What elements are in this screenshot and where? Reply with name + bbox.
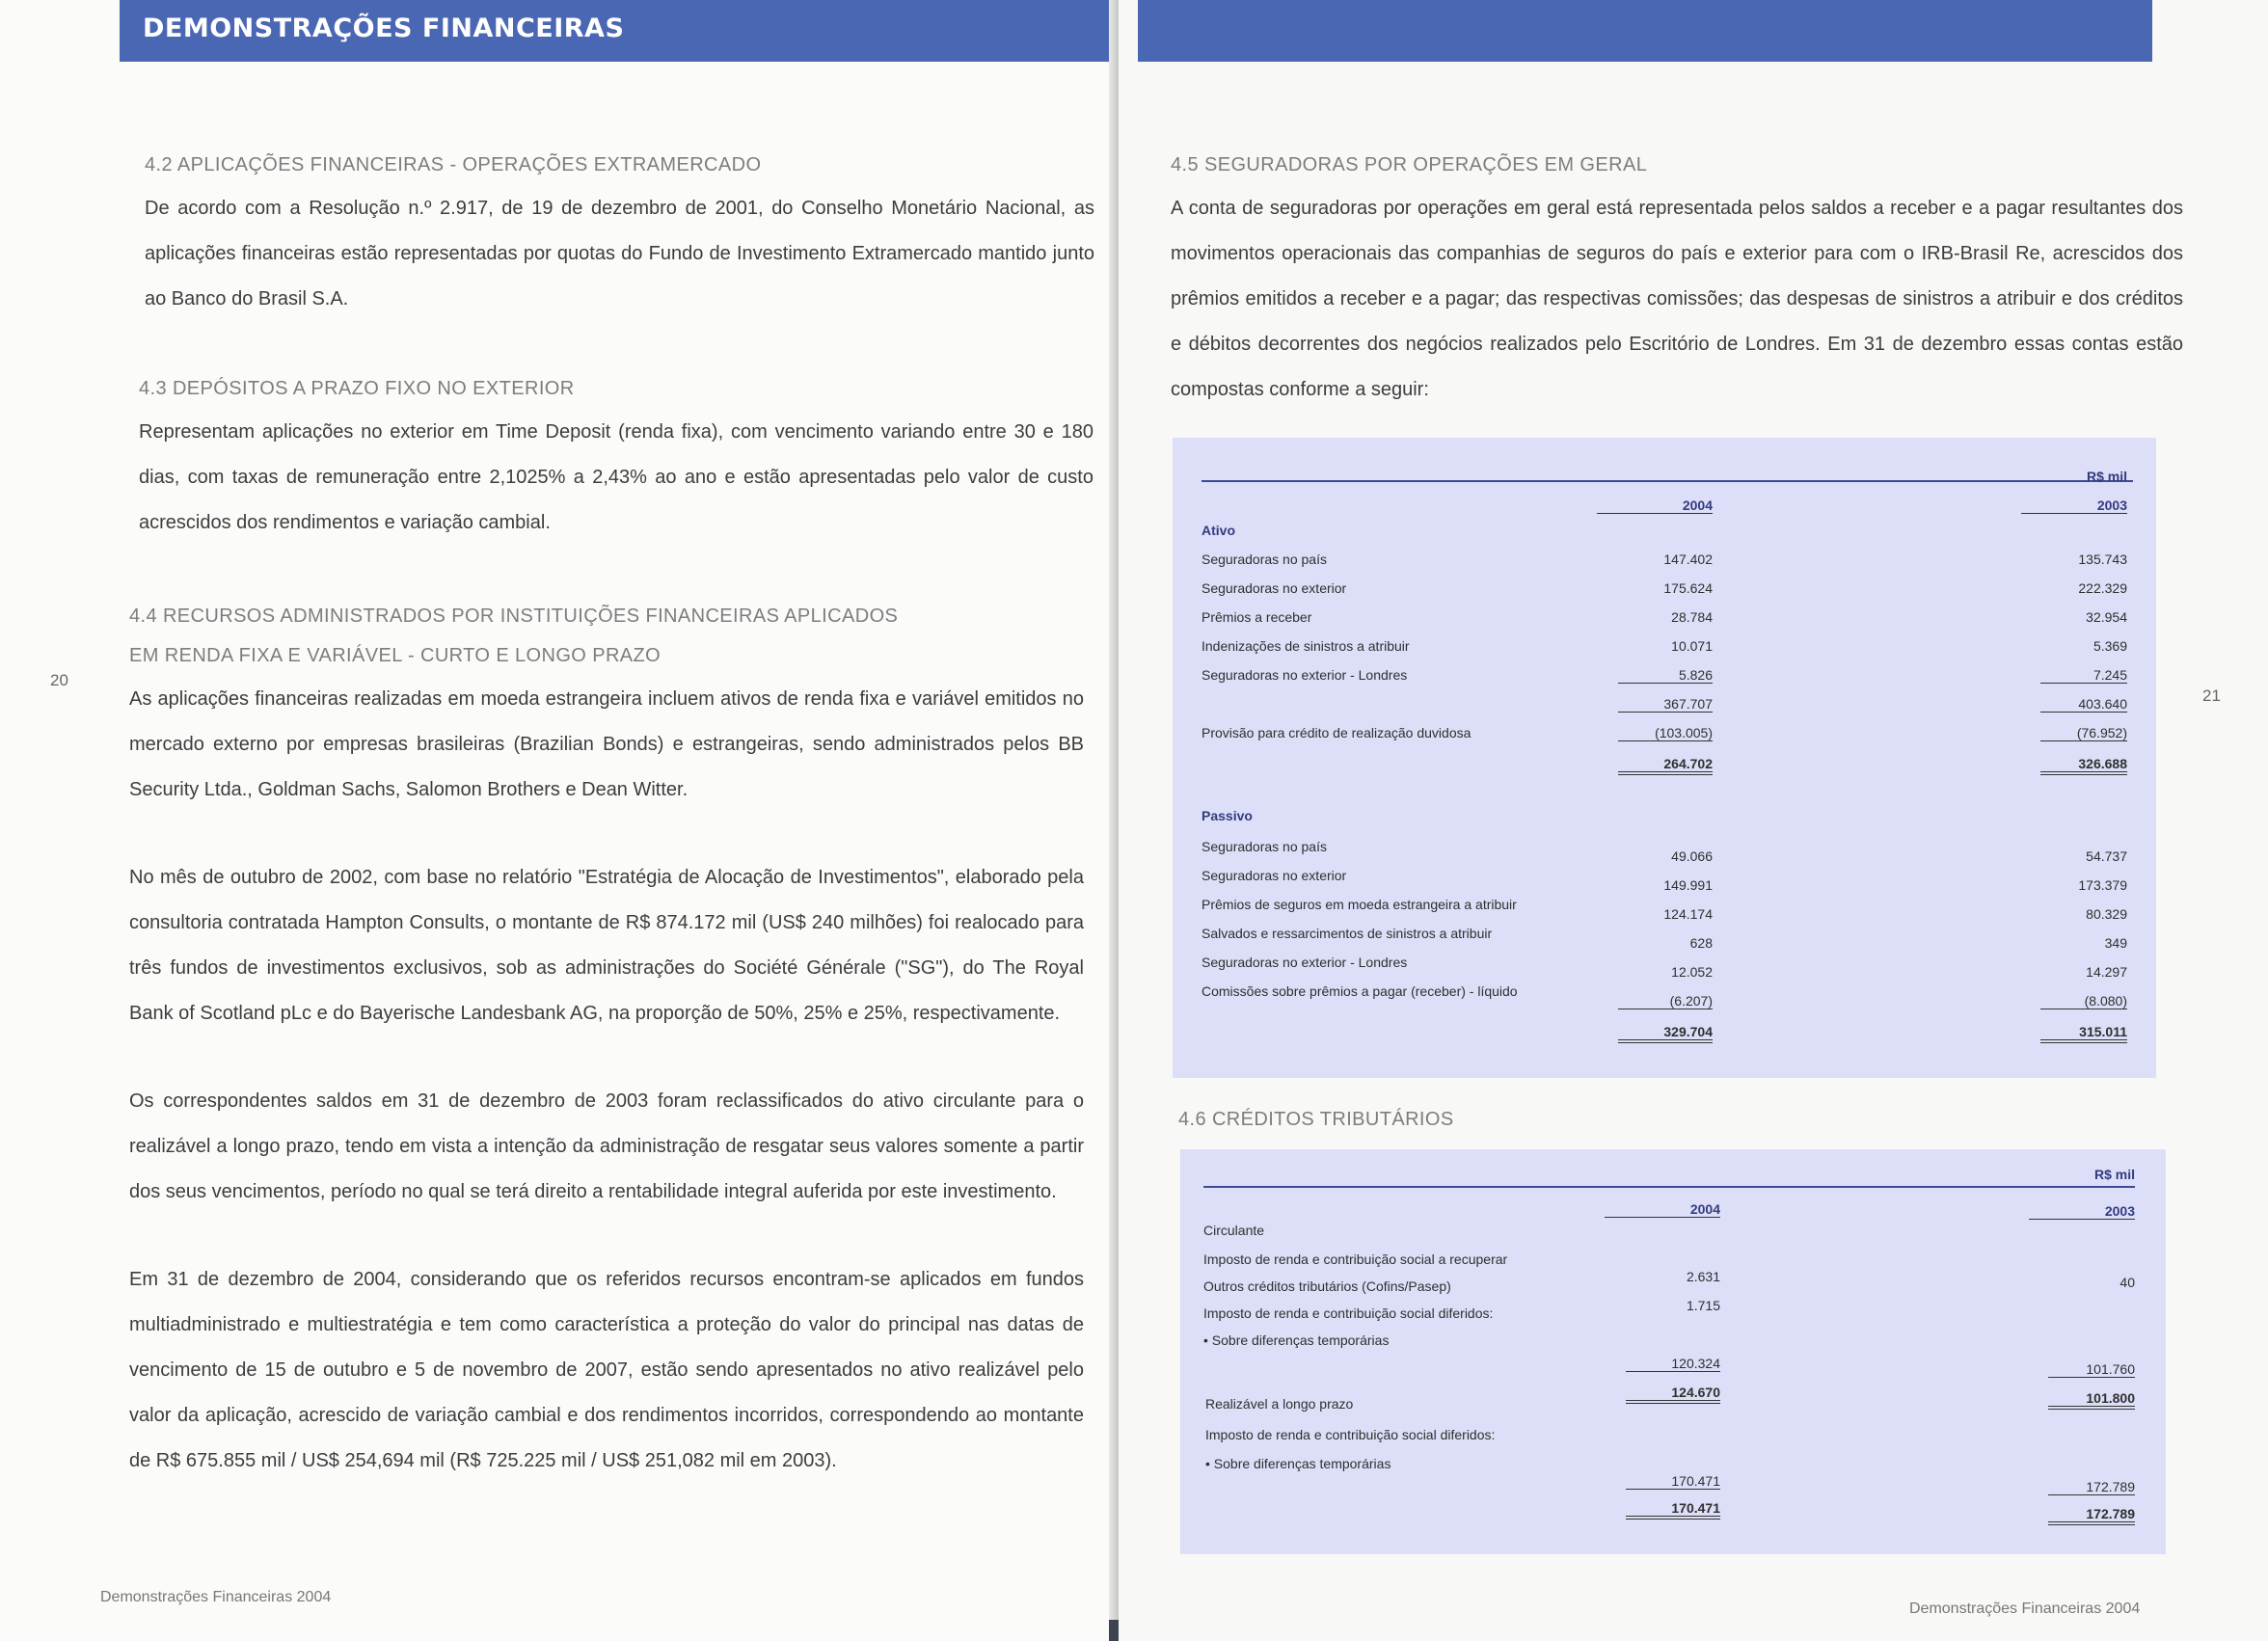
row-label: Seguradoras no exterior: [1202, 868, 1347, 883]
right-page: [1119, 0, 2268, 1641]
col-2003-header: 2003: [2029, 1203, 2135, 1220]
row-value-2003: 135.743: [2078, 551, 2127, 567]
row-value-2004: 1.715: [1686, 1298, 1720, 1313]
section-heading: 4.2 APLICAÇÕES FINANCEIRAS - OPERAÇÕES EXTRAMERCADO: [145, 154, 762, 175]
row-value-2003: 7.245: [2040, 667, 2127, 684]
row-value-2004: 170.471: [1626, 1473, 1720, 1490]
row-value-2004: 120.324: [1626, 1356, 1720, 1372]
ativo-subtotal-2004: 367.707: [1618, 696, 1713, 713]
col-2004-header: 2004: [1605, 1201, 1720, 1218]
currency-label: R$ mil: [2093, 1167, 2135, 1182]
paragraph-2: No mês de outubro de 2002, com base no relatório "Estratégia de Alocação de Investimentos", elaborado pela consultoria contratada Hampton Consults, o montante de R$ 874.172 mil (US$ 240 milhões) foi realocado para três fundos de investimentos exclusivos, sob as administrações do Société Générale ("SG"), do The Royal Bank of Scotland pLc e do Bayerische Landesbank AG, na proporção de 50%, 25% e 25%, respectivamente.: [129, 867, 1084, 1024]
section-heading-line2: EM RENDA FIXA E VARIÁVEL - CURTO E LONGO PRAZO: [129, 645, 662, 666]
page-number: 21: [2202, 686, 2221, 705]
row-value-2003: 54.737: [2086, 848, 2127, 864]
provisao-2004: (103.005): [1618, 725, 1713, 741]
row-value-2003: 172.789: [2048, 1479, 2135, 1495]
row-value-2004: 628: [1689, 935, 1713, 951]
row-value-2004: (6.207): [1618, 993, 1713, 1009]
paragraph-1: As aplicações financeiras realizadas em moeda estrangeira incluem ativos de renda fixa e variável emitidos no mercado externo por empresas brasileiras (Brazilian Bonds) e estrangeiras, sendo administrados pelos BB Security Ltda., Goldman Sachs, Salomon Brothers e Dean Witter.: [129, 688, 1084, 800]
row-label: Comissões sobre prêmios a pagar (receber) - líquido: [1202, 983, 1518, 999]
paragraph-3: Os correspondentes saldos em 31 de dezembro de 2003 foram reclassificados do ativo circulante para o realizável a longo prazo, tendo em vista a intenção da administração de resgatar seus valores somente a partir dos seus vencimentos, período no qual se terá direito a rentabilidade integral auferida por este investimento.: [129, 1090, 1084, 1202]
row-value-2004: 147.402: [1663, 551, 1713, 567]
section-4-6: [1178, 1109, 1757, 1131]
row-label: Seguradoras no país: [1202, 551, 1327, 567]
row-label: Seguradoras no exterior - Londres: [1202, 955, 1408, 970]
row-value-2004: 124.174: [1663, 906, 1713, 922]
section-body: De acordo com a Resolução n.º 2.917, de 19 de dezembro de 2001, do Conselho Monetário Nacional, as aplicações financeiras estão representadas por quotas do Fundo de Investimento Extramercado mantido junto ao Banco do Brasil S.A.: [145, 198, 1094, 309]
row-label: • Sobre diferenças temporárias: [1203, 1332, 1390, 1348]
col-2004-header: 2004: [1597, 498, 1713, 514]
section-4-2: [145, 154, 1094, 322]
header-title: DEMONSTRAÇÕES FINANCEIRAS: [143, 13, 625, 43]
row-label: Salvados e ressarcimentos de sinistros a atribuir: [1202, 926, 1493, 941]
section-body: Representam aplicações no exterior em Time Deposit (renda fixa), com vencimento variando entre 30 e 180 dias, com taxas de remuneração entre 2,1025% a 2,43% ao ano e estão apresentadas pelo valor de custo acrescidos dos rendimentos e variação cambial.: [139, 421, 1094, 533]
section-4-3: [139, 378, 1094, 546]
section-heading-line1: 4.4 RECURSOS ADMINISTRADOS POR INSTITUIÇÕES FINANCEIRAS APLICADOS: [129, 605, 899, 627]
row-value-2004: 5.826: [1618, 667, 1713, 684]
row-label: • Sobre diferenças temporárias: [1205, 1456, 1391, 1471]
row-value-2003: 173.379: [2078, 877, 2127, 893]
row-value-2003: 101.760: [2048, 1361, 2135, 1378]
ativo-label: Ativo: [1202, 523, 1235, 538]
circulante-total-2003: 101.800: [2048, 1390, 2135, 1410]
row-value-2004: 12.052: [1671, 964, 1713, 980]
row-label: Prêmios a receber: [1202, 609, 1312, 625]
row-label: Seguradoras no exterior - Londres: [1202, 667, 1408, 683]
longo-total-2003: 172.789: [2048, 1506, 2135, 1525]
circulante-total-2004: 124.670: [1626, 1385, 1720, 1404]
row-value-2003: 222.329: [2078, 580, 2127, 596]
row-value-2004: 49.066: [1671, 848, 1713, 864]
longo-prazo-label: Realizável a longo prazo: [1205, 1396, 1354, 1412]
row-value-2003: 14.297: [2086, 964, 2127, 980]
row-label: Imposto de renda e contribuição social diferidos:: [1205, 1427, 1496, 1442]
row-label: Imposto de renda e contribuição social diferidos:: [1203, 1305, 1494, 1321]
row-value-2004: 28.784: [1671, 609, 1713, 625]
passivo-total-2003: 315.011: [2040, 1024, 2127, 1043]
page-number: 20: [50, 671, 68, 689]
col-2003-header: 2003: [2021, 498, 2127, 514]
row-value-2003: (8.080): [2040, 993, 2127, 1009]
section-body: A conta de seguradoras por operações em geral está representada pelos saldos a receber e a pagar resultantes dos movimentos operacionais das companhias de seguros do país e exterior para com o IRB-Brasil Re, acrescidos dos prêmios emitidos a receber e a pagar; das respectivas comissões; das despesas de sinistros a atribuir e dos créditos e débitos decorrentes dos negócios realizados pelo Escritório de Londres. Em 31 de dezembro essas contas estão compostas conforme a seguir:: [1171, 198, 2183, 400]
table-top-rule: [1202, 480, 2133, 482]
row-value-2004: 2.631: [1686, 1269, 1720, 1284]
paragraph-4: Em 31 de dezembro de 2004, considerando que os referidos recursos encontram-se aplicados em fundos multiadministrado e multiestratégia e tem como característica a proteção do valor do principal nas datas de vencimento de 15 de outubro e 5 de novembro de 2007, estão sendo apresentados no ativo realizável pelo valor da aplicação, acrescido de variação cambial e dos rendimentos incorridos, correspondendo ao montante de R$ 675.855 mil / US$ 254,694 mil (R$ 725.225 mil / US$ 251,082 mil em 2003).: [129, 1269, 1084, 1471]
row-label: Prêmios de seguros em moeda estrangeira a atribuir: [1202, 897, 1517, 912]
row-label: Seguradoras no país: [1202, 839, 1327, 854]
passivo-label: Passivo: [1202, 808, 1253, 823]
section-4-5: [1171, 154, 2183, 413]
section-heading: 4.3 DEPÓSITOS A PRAZO FIXO NO EXTERIOR: [139, 378, 575, 399]
header-banner-right: [1138, 0, 2152, 62]
row-value-2003: 40: [2120, 1275, 2135, 1290]
table-top-rule: [1203, 1186, 2135, 1188]
ativo-subtotal-2003: 403.640: [2040, 696, 2127, 713]
circulante-label: Circulante: [1203, 1223, 1265, 1238]
ativo-total-2003: 326.688: [2040, 756, 2127, 775]
table-creditos-tributarios: [1180, 1149, 2166, 1554]
row-value-2003: 349: [2104, 935, 2127, 951]
table-seguradoras: [1173, 438, 2156, 1078]
row-value-2004: 10.071: [1671, 638, 1713, 654]
page-footer: Demonstrações Financeiras 2004: [1909, 1601, 2141, 1617]
page-footer: Demonstrações Financeiras 2004: [100, 1589, 332, 1605]
section-heading: 4.5 SEGURADORAS POR OPERAÇÕES EM GERAL: [1171, 154, 1648, 175]
row-value-2003: 5.369: [2092, 638, 2127, 654]
row-value-2004: 149.991: [1663, 877, 1713, 893]
ativo-total-2004: 264.702: [1618, 756, 1713, 775]
currency-label: R$ mil: [2086, 469, 2127, 484]
row-label: Imposto de renda e contribuição social a recuperar: [1203, 1251, 1508, 1267]
row-label: Outros créditos tributários (Cofins/Pasep): [1203, 1278, 1451, 1294]
left-page: [0, 0, 1119, 1641]
provisao-label: Provisão para crédito de realização duvidosa: [1202, 725, 1472, 740]
header-banner: [120, 0, 1119, 62]
passivo-total-2004: 329.704: [1618, 1024, 1713, 1043]
row-value-2004: 175.624: [1663, 580, 1713, 596]
provisao-2003: (76.952): [2040, 725, 2127, 741]
row-label: Seguradoras no exterior: [1202, 580, 1347, 596]
longo-total-2004: 170.471: [1626, 1500, 1720, 1520]
row-value-2003: 32.954: [2086, 609, 2127, 625]
row-label: Indenizações de sinistros a atribuir: [1202, 638, 1410, 654]
row-value-2003: 80.329: [2086, 906, 2127, 922]
section-heading: 4.6 CRÉDITOS TRIBUTÁRIOS: [1178, 1109, 1454, 1130]
section-4-4: [129, 605, 1084, 1484]
